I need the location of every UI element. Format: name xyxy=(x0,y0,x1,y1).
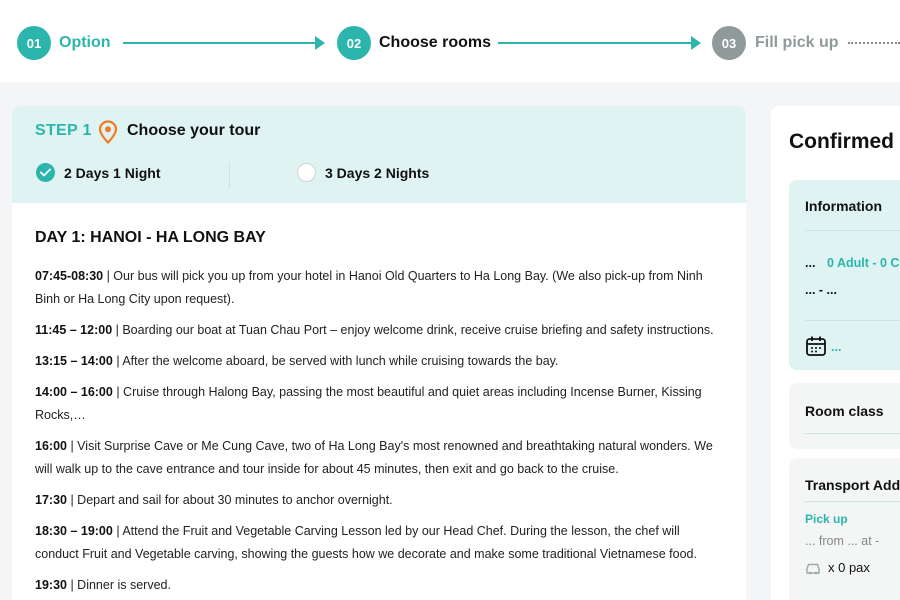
tour-card xyxy=(12,106,746,600)
step-1-label[interactable]: Option xyxy=(59,34,111,51)
divider xyxy=(805,230,900,231)
step-2-badge[interactable]: 02 xyxy=(337,26,371,60)
itinerary-entry: 16:00 | Visit Surprise Cave or Me Cung Cave, two of Ha Long Bay's most renowned and breathtaking natural wonders. We will walk up to the cave entrance and tour inside for about 45 minutes, then exit and go back to the cruise. xyxy=(35,439,713,476)
transport-section xyxy=(789,458,900,600)
itinerary-entry: 11:45 – 12:00 | Boarding our boat at Tuan Chau Port – enjoy welcome drink, receive cruise briefing and safety instructions. xyxy=(35,323,714,337)
day-title: DAY 1: HANOI - HA LONG BAY xyxy=(35,229,266,246)
check-icon[interactable] xyxy=(36,163,55,182)
progress-stepper xyxy=(0,0,900,82)
arrow-right-icon xyxy=(315,36,325,50)
step-tag: STEP 1 xyxy=(35,122,92,139)
room-class-section xyxy=(789,383,900,449)
step-connector xyxy=(498,42,693,44)
divider xyxy=(805,433,900,434)
divider xyxy=(805,320,900,321)
step-3-label[interactable]: Fill pick up xyxy=(755,34,839,51)
tour-card-header xyxy=(12,106,746,203)
arrow-right-icon xyxy=(691,36,701,50)
radio-icon[interactable] xyxy=(297,163,316,182)
option-2-days-1-night[interactable] xyxy=(36,163,160,182)
itinerary xyxy=(12,203,746,597)
summary-title: Confirmed xyxy=(789,130,894,153)
room-class-title: Room class xyxy=(805,403,884,419)
step-3-badge[interactable]: 03 xyxy=(712,26,746,60)
info-prefix: ... xyxy=(805,256,816,270)
step-2-label[interactable]: Choose rooms xyxy=(379,34,492,51)
date-range: ... - ... xyxy=(805,283,837,297)
option-label: 2 Days 1 Night xyxy=(64,164,161,181)
step-connector xyxy=(848,42,900,44)
transport-title: Transport Add xyxy=(805,477,900,493)
guest-count: 0 Adult - 0 C xyxy=(827,256,900,270)
divider xyxy=(229,162,230,188)
divider xyxy=(805,501,900,502)
information-title: Information xyxy=(805,198,882,214)
tour-title: Choose your tour xyxy=(127,122,261,139)
itinerary-entry: 17:30 | Depart and sail for about 30 minutes to anchor overnight. xyxy=(35,493,393,507)
itinerary-entry: 14:00 – 16:00 | Cruise through Halong Bay, passing the most beautiful and quiet areas including Incense Burner, Kissing Rocks,… xyxy=(35,385,702,422)
itinerary-entry: 19:30 | Dinner is served. xyxy=(35,578,171,592)
selected-date[interactable]: ... xyxy=(831,340,842,354)
pax-count: x 0 pax xyxy=(828,560,870,575)
information-section xyxy=(789,180,900,370)
option-label: 3 Days 2 Nights xyxy=(325,164,430,181)
option-3-days-2-nights[interactable] xyxy=(297,163,429,182)
pickup-details: ... from ... at - xyxy=(805,534,880,548)
itinerary-entry: 07:45-08:30 | Our bus will pick you up from your hotel in Hanoi Old Quarters to Ha Long Bay. (We also pick-up from Ninh Binh or Ha Long City upon request). xyxy=(35,269,703,306)
step-connector xyxy=(123,42,317,44)
step-1-badge[interactable]: 01 xyxy=(17,26,51,60)
map-pin-icon xyxy=(98,120,118,144)
summary-card xyxy=(771,106,900,600)
itinerary-entry: 13:15 – 14:00 | After the welcome aboard, be served with lunch while cruising towards the bay. xyxy=(35,354,559,368)
calendar-icon[interactable] xyxy=(805,335,827,357)
car-icon xyxy=(805,560,821,576)
itinerary-entry: 18:30 – 19:00 | Attend the Fruit and Vegetable Carving Lesson led by our Head Chef. During the lesson, the chef will conduct Fruit and Vegetable carving, showing the guests how we decorate and make some traditional Vietnamese food. xyxy=(35,524,697,561)
pickup-label: Pick up xyxy=(805,512,848,526)
